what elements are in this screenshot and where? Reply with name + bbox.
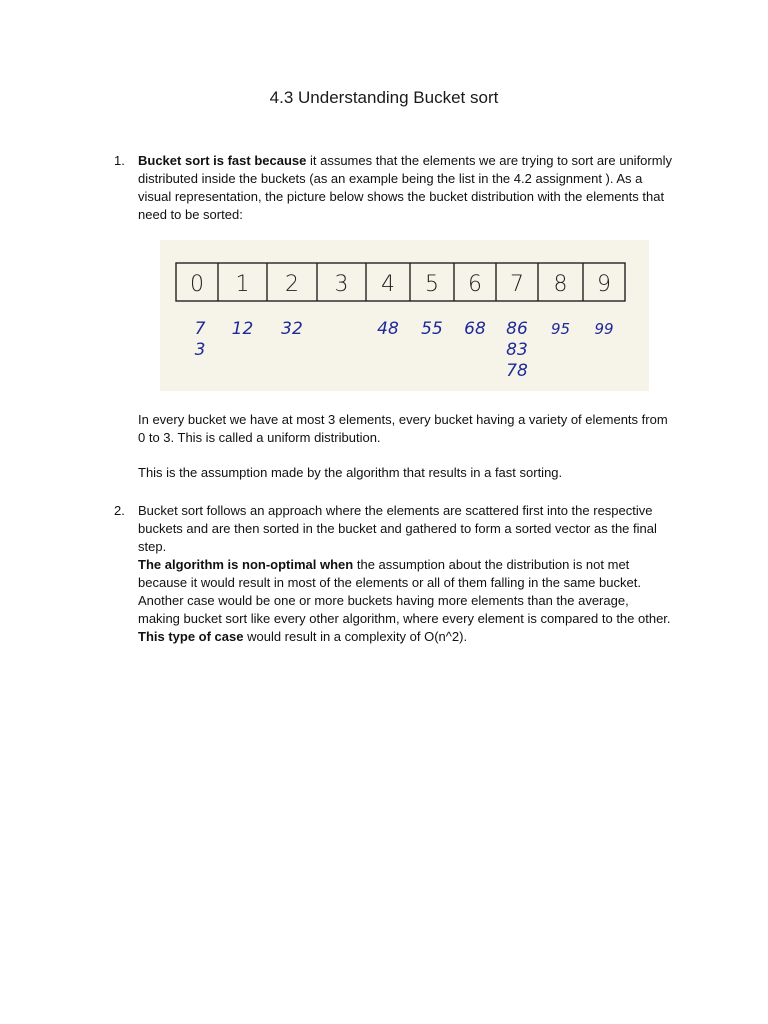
list-item-text: [138, 152, 674, 224]
bucket-value: 78: [506, 361, 528, 381]
bucket-label: 2: [285, 272, 299, 297]
bucket-value: 7: [194, 319, 206, 339]
list-item-2: [114, 502, 674, 646]
bucket-value: 99: [594, 320, 614, 338]
item-text: it assumes that the elements we are trying to sort are uniformly distributed inside the buckets (as an example being the list in the 4.2 assignment ). As a visual representation, the picture below shows the bucket distribution with the elements that need to be sorted:: [138, 153, 672, 222]
bucket-diagram: [160, 240, 649, 391]
assumption-paragraph: This is the assumption made by the algorithm that results in a fast sorting.: [138, 465, 563, 480]
bucket-label: 5: [425, 272, 439, 297]
item-text: the assumption about the distribution is not met because it would result in most of the elements or all of them falling in the same bucket. Another case would be one or more buckets having more elements than the average, making bucket sort like every other algorithm, where every element is compared to the other.: [138, 557, 671, 626]
bucket-label: 4: [381, 272, 395, 297]
item-text: would result in a complexity of O(n^2).: [243, 629, 468, 644]
uniform-distribution-paragraph: In every bucket we have at most 3 elements, every bucket having a variety of elements from 0 to 3. This is called a uniform distribution.: [138, 412, 668, 445]
bold-lead: The algorithm is non-optimal when: [138, 557, 354, 572]
bucket-diagram-svg: [160, 240, 649, 391]
list-item-text: [138, 502, 674, 646]
bucket-label: 3: [334, 272, 349, 297]
bucket-value: 32: [281, 319, 303, 339]
bucket-label: 0: [190, 272, 204, 297]
bucket-value: 68: [464, 319, 486, 339]
bucket-value: 83: [506, 340, 528, 360]
bucket-value: 3: [194, 340, 206, 360]
bucket-value: 48: [377, 319, 399, 339]
bold-lead: This type of case: [138, 629, 244, 644]
list-item-1: [114, 152, 674, 224]
list-number: 1.: [114, 153, 125, 168]
bucket-label: 9: [597, 272, 611, 297]
bold-lead: Bucket sort is fast because: [138, 153, 307, 168]
bucket-value: 86: [506, 319, 528, 339]
bucket-value: 12: [231, 319, 254, 339]
page-title: 4.3 Understanding Bucket sort: [269, 88, 499, 107]
bucket-label: 8: [553, 272, 568, 297]
list-number: 2.: [114, 503, 125, 518]
bucket-value: 55: [421, 319, 443, 339]
bucket-label: 1: [235, 272, 250, 297]
bucket-value: 95: [550, 320, 571, 338]
bucket-label: 6: [468, 272, 482, 297]
item-text: Bucket sort follows an approach where the elements are scattered first into the respective buckets and are then sorted in the bucket and gathered to form a sorted vector as the final step.: [138, 503, 657, 554]
bucket-label: 7: [510, 272, 524, 297]
